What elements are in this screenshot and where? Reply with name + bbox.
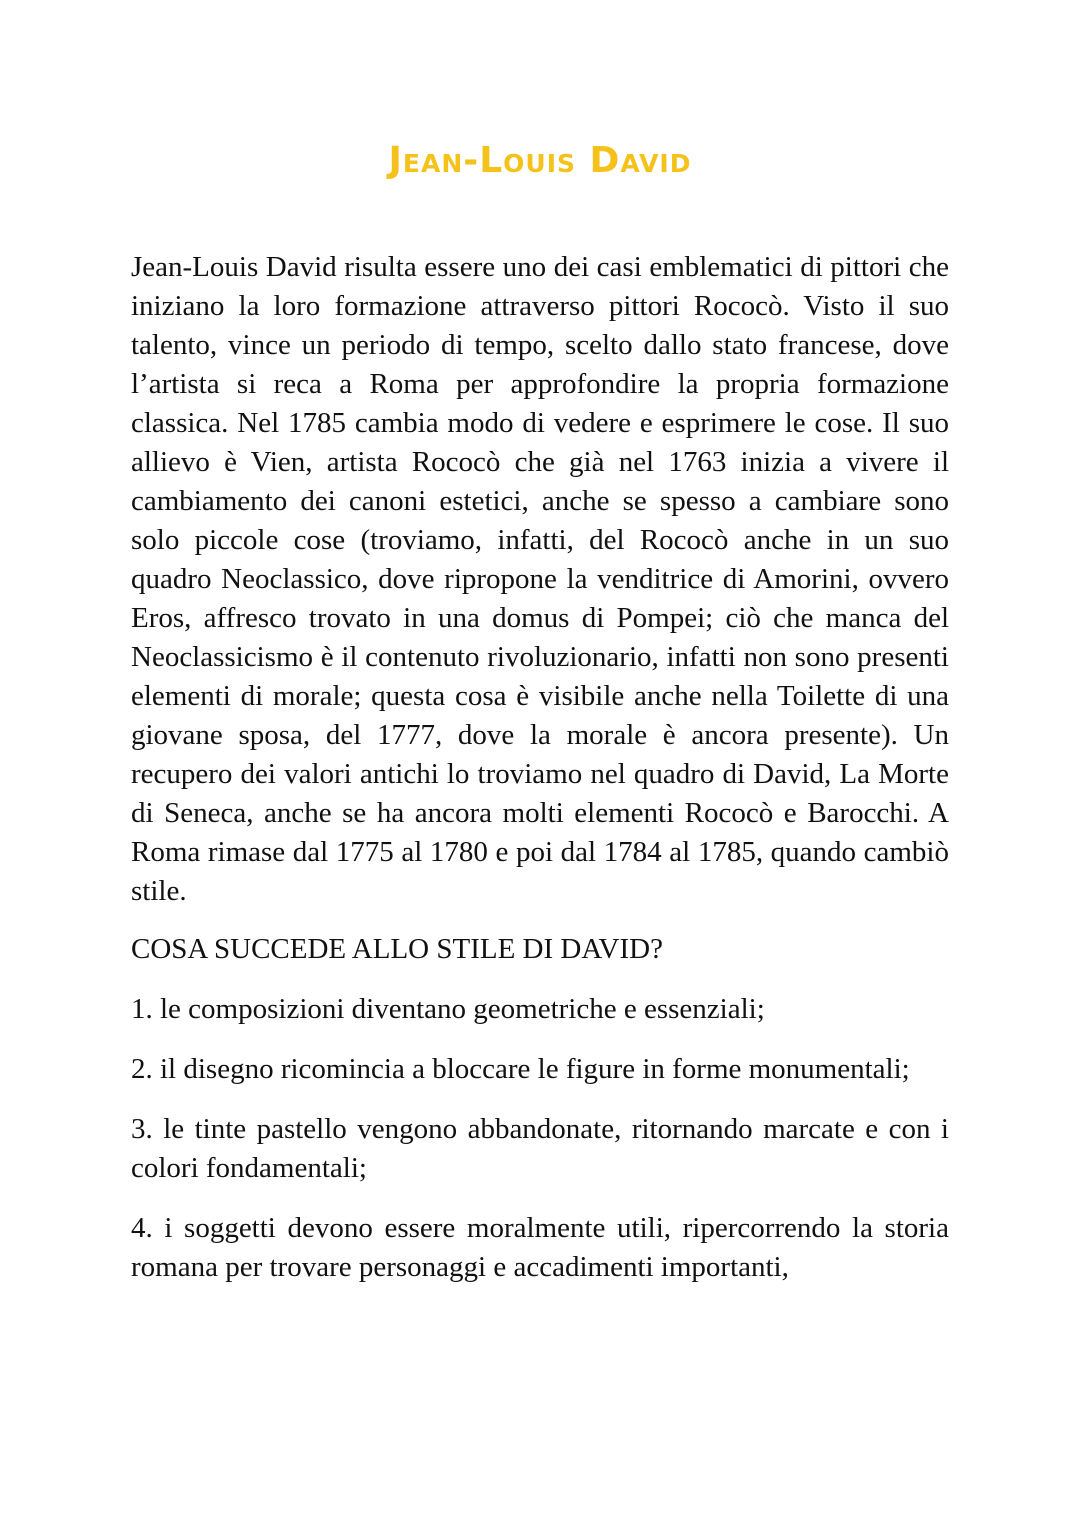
intro-paragraph: Jean-Louis David risulta essere uno dei casi emblematici di pittori che iniziano la loro formazione attraverso pittori Rococò. Visto il suo talento, vince un periodo di tempo, scelto dallo stato francese, dove l’artista si reca a Roma per approfondire la propria formazione classica. Nel 1785 cambia modo di vedere e esprimere le cose. Il suo allievo è Vien, artista Rococò che già nel 1763 inizia a vivere il cambiamento dei canoni estetici, anche se spesso a cambiare sono solo piccole cose (troviamo, infatti, del Rococò anche in un suo quadro Neoclassico, dove ripropone la venditrice di Amorini, ovvero Eros, affresco trovato in una domus di Pompei; ciò che manca del Neoclassicismo è il contenuto rivoluzionario, infatti non sono presenti elementi di morale; questa cosa è visibile anche nella Toilette di una giovane sposa, del 1777, dove la morale è ancora presente). Un recupero dei valori antichi lo troviamo nel quadro di David, La Morte di Seneca, anche se ha ancora molti elementi Rococò e Barocchi. A Roma rimase dal 1775 al 1780 e poi dal 1784 al 1785, quando cambiò stile. [131,251,949,907]
list-item: 4. i soggetti devono essere moralmente utili, ripercorrendo la storia romana per trovare personaggi e accadimenti importanti, [131,1212,949,1283]
list-item: 1. le composizioni diventano geometriche e essenziali; [131,993,765,1025]
list-item: 3. le tinte pastello vengono abbandonate, ritornando marcate e con i colori fondamentali; [131,1113,949,1184]
list-item: 2. il disegno ricomincia a bloccare le figure in forme monumentali; [131,1053,910,1085]
section-heading: COSA SUCCEDE ALLO STILE DI DAVID? [131,933,663,965]
document-body [131,248,949,1287]
document-title: Jean-Louis David [388,140,692,181]
